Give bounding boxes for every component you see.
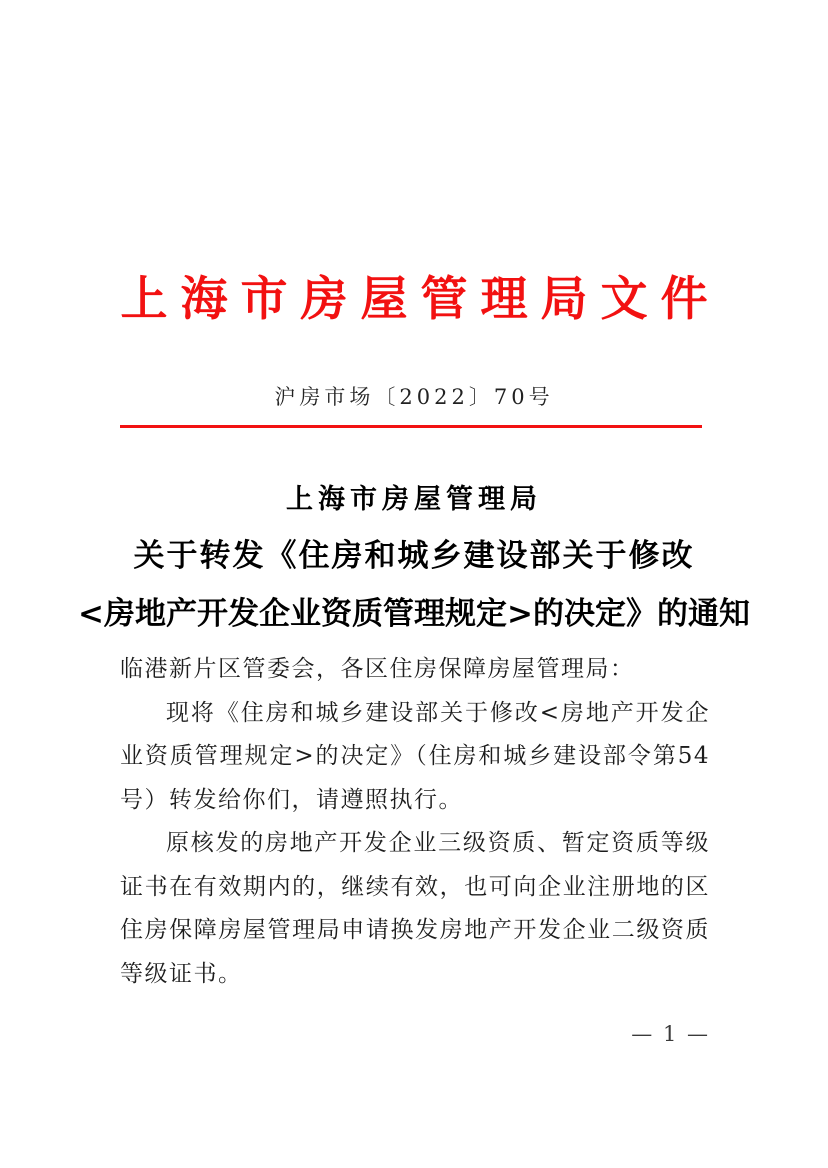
document-body: [120, 648, 710, 996]
body-paragraph-2: 原核发的房地产开发企业三级资质、暂定资质等级证书在有效期内的，继续有效，也可向企业注册地的区住房保障房屋管理局申请换发房地产开发企业二级资质等级证书。: [120, 830, 710, 987]
document-title-line-3: <房地产开发企业资质管理规定>的决定》的通知: [78, 596, 750, 632]
page-number: — 1 —: [631, 1022, 710, 1046]
red-separator-rule: [120, 425, 702, 428]
document-title: [0, 477, 828, 633]
letterhead-title: 上海市房屋管理局文件: [120, 272, 721, 327]
salutation-line: 临港新片区管委会，各区住房保障房屋管理局：: [120, 656, 635, 682]
body-paragraph-1: 现将《住房和城乡建设部关于修改<房地产开发企业资质管理规定>的决定》（住房和城乡建设部令第54号）转发给你们，请遵照执行。: [120, 699, 710, 813]
document-title-line-1: 上海市房屋管理局: [286, 484, 542, 515]
document-reference-number: 沪房市场〔2022〕70号: [274, 385, 554, 409]
document-title-line-2: 关于转发《住房和城乡建设部关于修改: [133, 538, 695, 574]
